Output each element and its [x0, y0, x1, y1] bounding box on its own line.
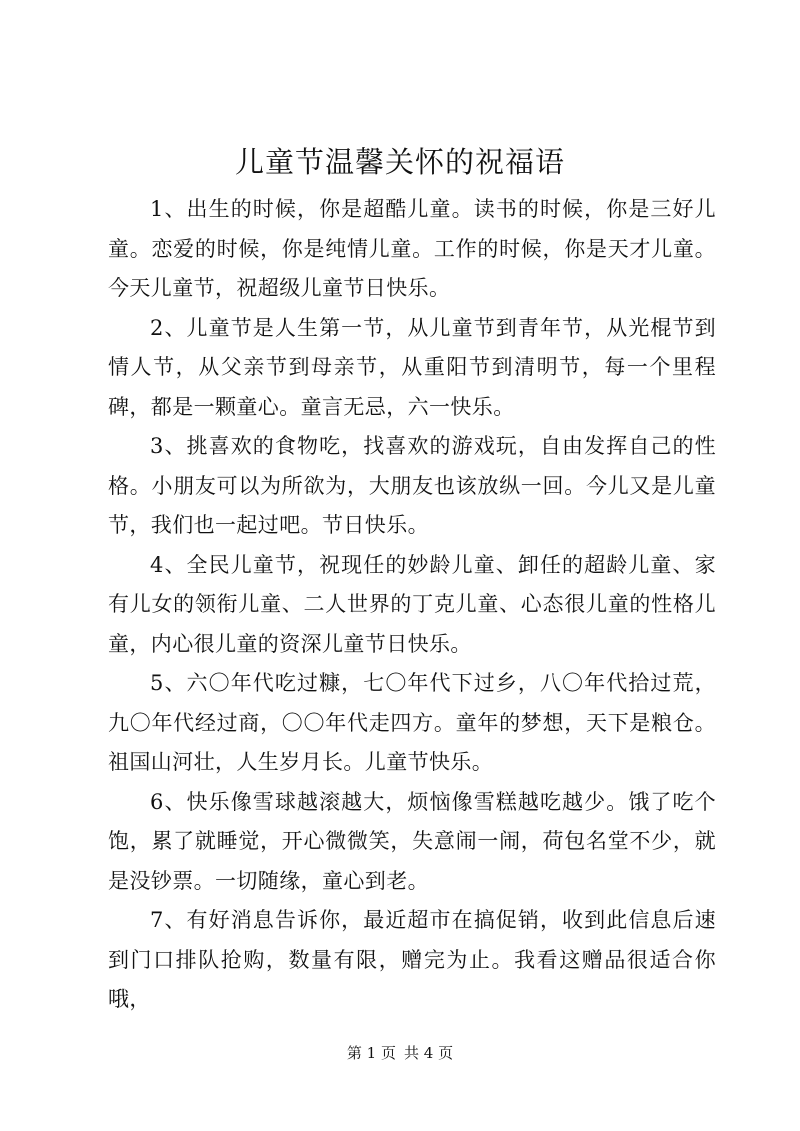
- page-title: 儿童节温馨关怀的祝福语: [234, 145, 565, 179]
- paragraph-5: 5、六〇年代吃过糠，七〇年代下过乡，八〇年代拾过荒，九〇年代经过商，〇〇年代走四方。童年的梦想，天下是粮仓。祖国山河壮，人生岁月长。儿童节快乐。: [108, 671, 716, 774]
- paragraph-1: 1、出生的时候，你是超酷儿童。读书的时候，你是三好儿童。恋爱的时候，你是纯情儿童。工作的时候，你是天才儿童。今天儿童节，祝超级儿童节日快乐。: [108, 197, 716, 300]
- paragraph-4: 4、全民儿童节，祝现任的妙龄儿童、卸任的超龄儿童、家有儿女的领衔儿童、二人世界的丁克儿童、心态很儿童的性格儿童，内心很儿童的资深儿童节日快乐。: [108, 552, 716, 656]
- document-body: [108, 190, 716, 1020]
- paragraph-7: 7、有好消息告诉你，最近超市在搞促销，收到此信息后速到门口排队抢购，数量有限，赠完为止。我看这赠品很适合你哦，: [108, 908, 716, 1011]
- paragraph-2: 2、儿童节是人生第一节，从儿童节到青年节，从光棍节到情人节，从父亲节到母亲节，从重阳节到清明节，每一个里程碑，都是一颗童心。童言无忌，六一快乐。: [108, 315, 716, 419]
- paragraph-6: 6、快乐像雪球越滚越大，烦恼像雪糕越吃越少。饿了吃个饱，累了就睡觉，开心微微笑，失意闹一闹，荷包名堂不少，就是没钞票。一切随缘，童心到老。: [108, 789, 716, 893]
- page-total: 共 4 页: [404, 1044, 454, 1062]
- page-number: 第 1 页: [346, 1044, 396, 1062]
- page-footer: [0, 1043, 800, 1063]
- paragraph-3: 3、挑喜欢的食物吃，找喜欢的游戏玩，自由发挥自己的性格。小朋友可以为所欲为，大朋友也该放纵一回。今儿又是儿童节，我们也一起过吧。节日快乐。: [108, 434, 716, 537]
